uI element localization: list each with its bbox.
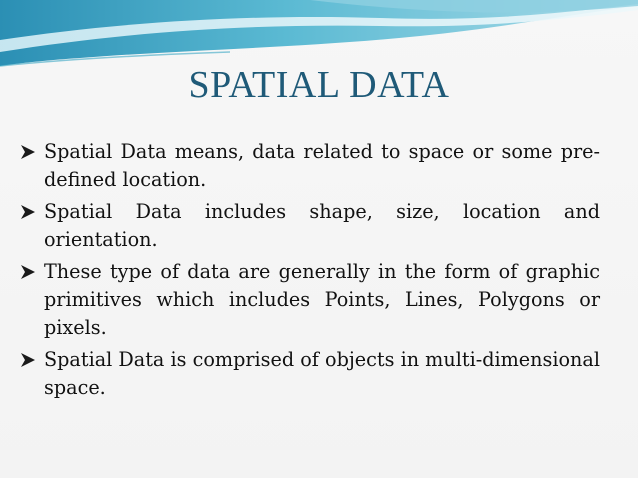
arrowhead-bullet-icon bbox=[18, 258, 40, 286]
bullet-item bbox=[18, 258, 600, 342]
arrowhead-bullet-icon bbox=[18, 346, 40, 374]
bullet-text: Spatial Data is comprised of objects in multi-dimensional space. bbox=[44, 348, 600, 399]
bullet-text: These type of data are generally in the form of graphic primitives which includes Points, Lines, Polygons or pixels. bbox=[44, 260, 600, 339]
bullet-item bbox=[18, 346, 600, 402]
bullet-item bbox=[18, 198, 600, 254]
bullet-text: Spatial Data includes shape, size, location and orientation. bbox=[44, 200, 600, 251]
arrowhead-bullet-icon bbox=[18, 138, 40, 166]
bullet-list bbox=[18, 138, 600, 406]
bullet-text: Spatial Data means, data related to space or some pre-defined location. bbox=[44, 140, 600, 191]
bullet-item bbox=[18, 138, 600, 194]
arrowhead-bullet-icon bbox=[18, 198, 40, 226]
slide-title: SPATIAL DATA bbox=[188, 64, 450, 106]
